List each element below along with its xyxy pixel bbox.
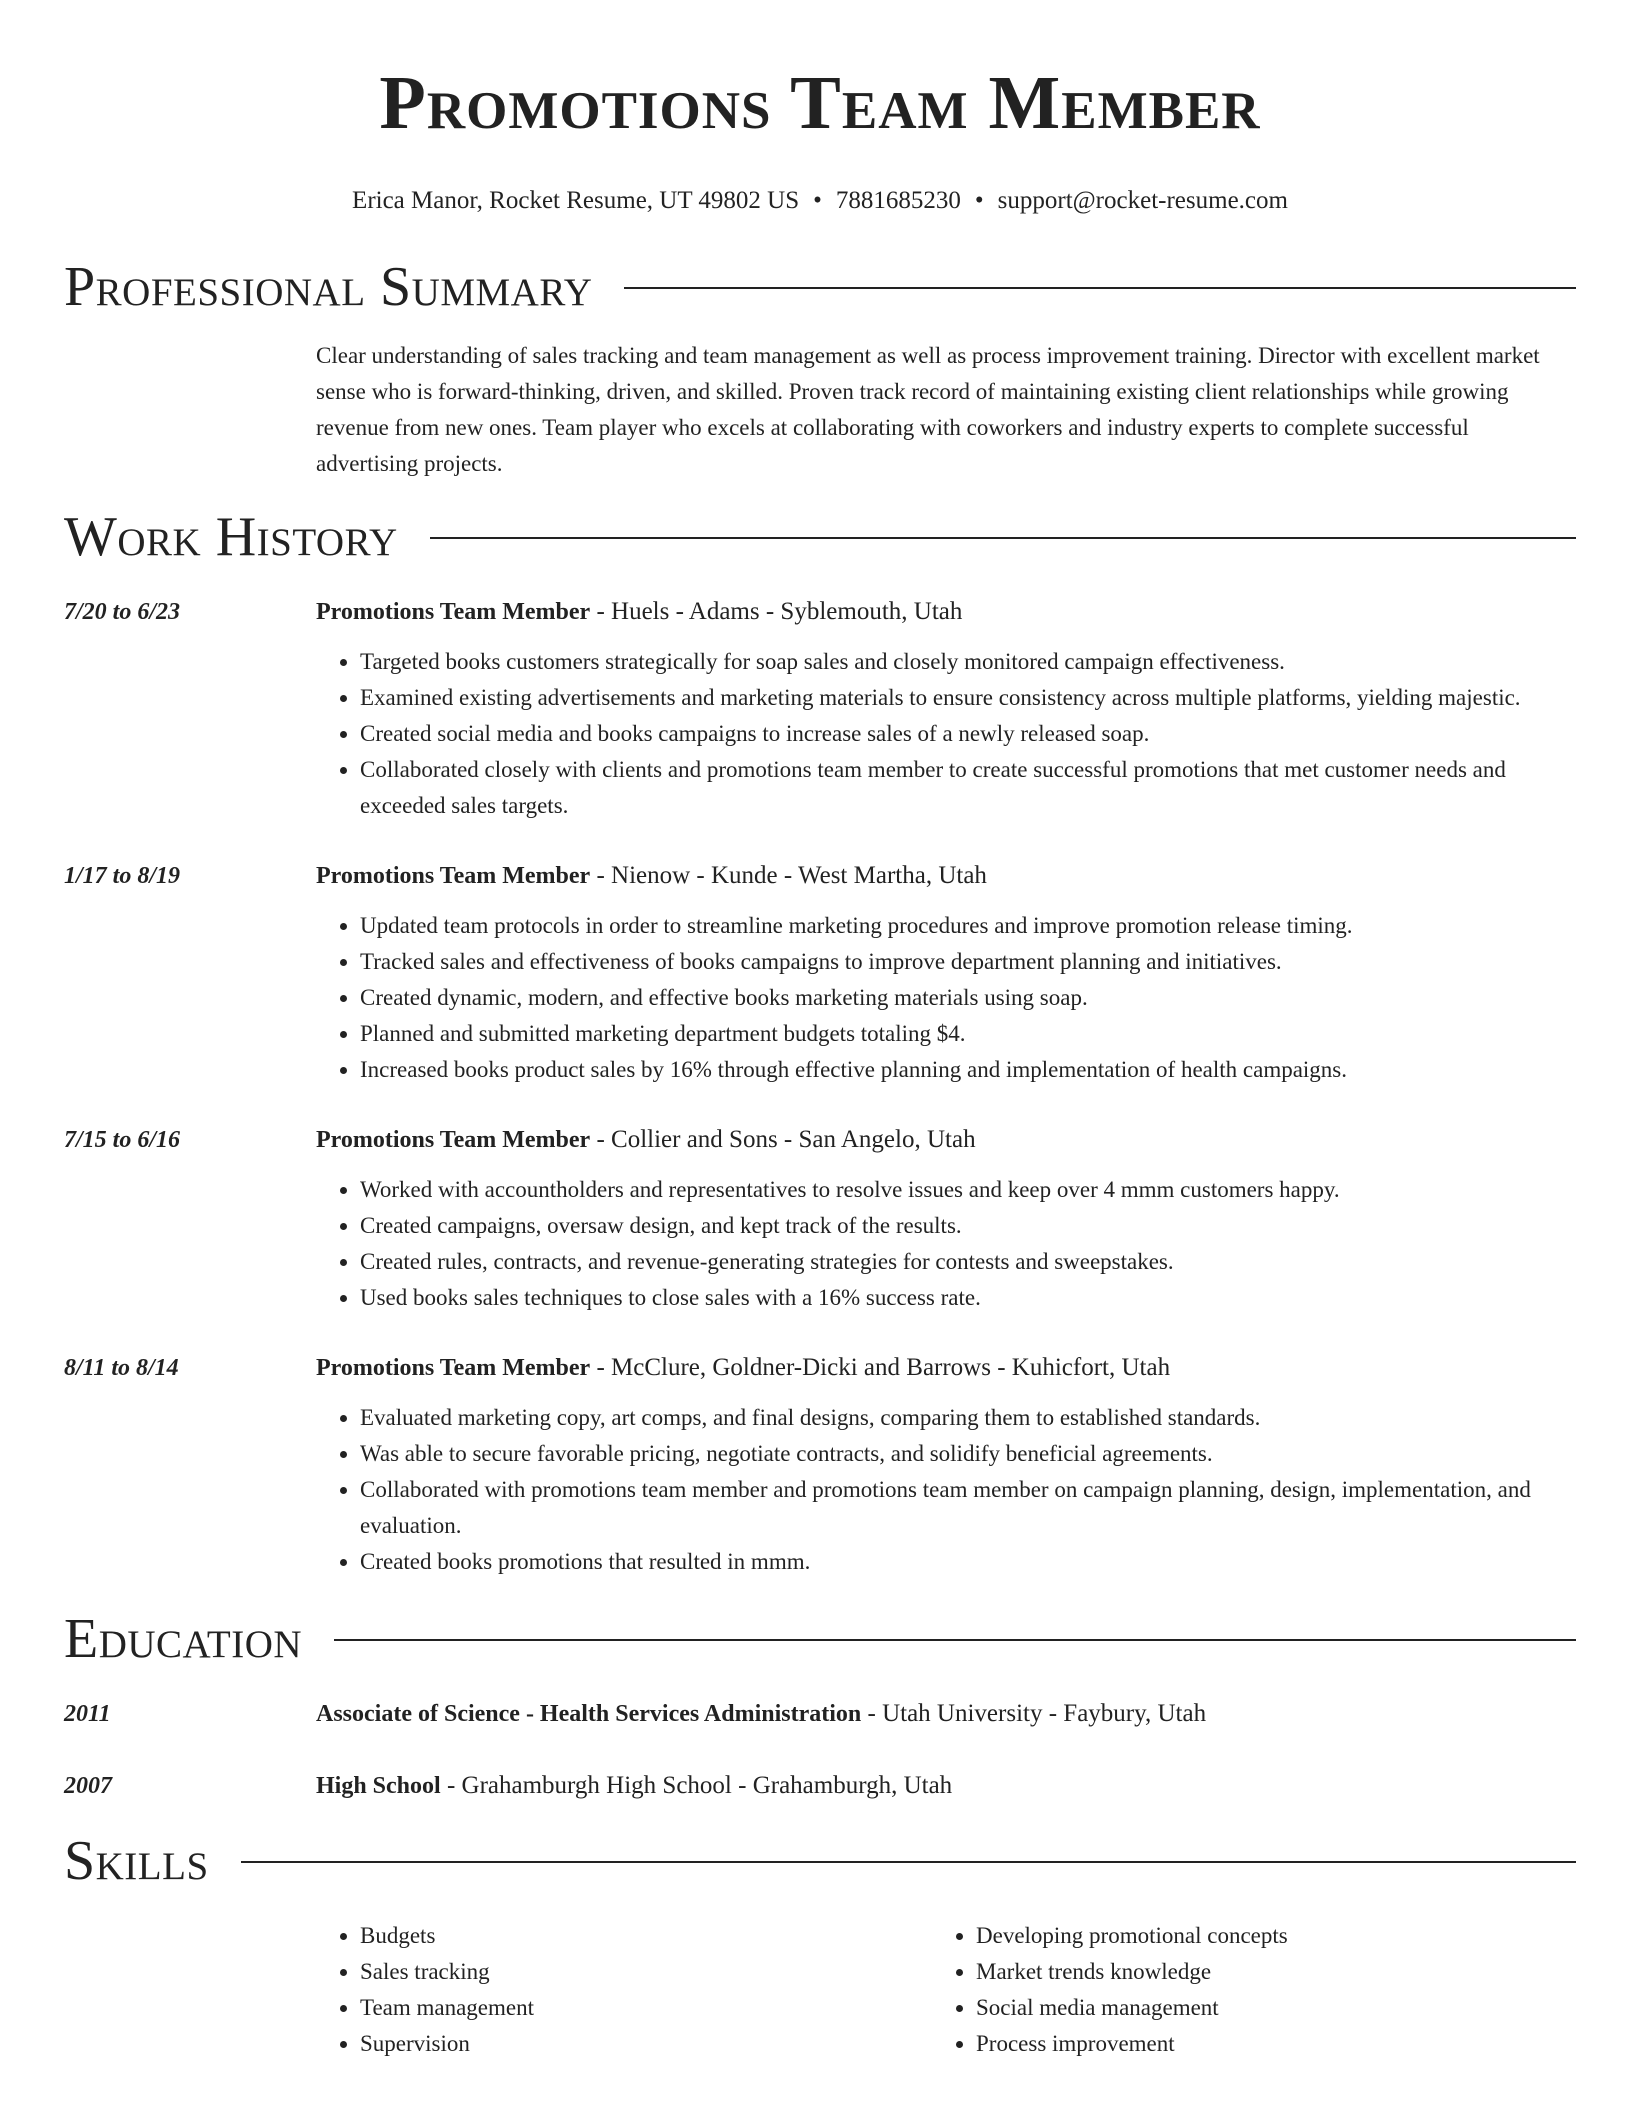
summary-section-header bbox=[64, 252, 1576, 322]
education-entry bbox=[64, 1768, 1576, 1804]
school-location: - Grahamburgh High School - Grahamburgh, Utah bbox=[440, 1772, 953, 1799]
education-entry-body bbox=[316, 1696, 1576, 1732]
work-entry-body bbox=[316, 1122, 1576, 1316]
skill-item: • Market trends knowledge bbox=[976, 1954, 1548, 1990]
employer-location: - McClure, Goldner-Dicki and Barrows - Kuhicfort, Utah bbox=[590, 1354, 1171, 1381]
work-bullet: • Worked with accountholders and representatives to resolve issues and keep over 4 mmm customers happy. bbox=[360, 1172, 1576, 1208]
work-entry-body bbox=[316, 594, 1576, 824]
skill-item: • Team management bbox=[360, 1990, 932, 2026]
work-bullet: • Used books sales techniques to close sales with a 16% success rate. bbox=[360, 1280, 1576, 1316]
work-history-list bbox=[64, 594, 1576, 1580]
skill-item: • Budgets bbox=[360, 1918, 932, 1954]
job-title: Promotions Team Member bbox=[316, 1127, 591, 1153]
job-title: Promotions Team Member bbox=[316, 1355, 591, 1381]
work-section-header bbox=[64, 502, 1576, 572]
work-bullets bbox=[316, 1172, 1576, 1316]
work-dates: 1/17 to 8/19 bbox=[64, 863, 181, 889]
contact-line bbox=[64, 186, 1576, 216]
contact-address: Erica Manor, Rocket Resume, UT 49802 US bbox=[352, 187, 800, 214]
contact-email: support@rocket-resume.com bbox=[997, 187, 1288, 214]
work-bullets bbox=[316, 644, 1576, 824]
skills-heading: Skills bbox=[64, 1830, 209, 1892]
work-entry-body bbox=[316, 858, 1576, 1088]
work-bullet: • Planned and submitted marketing department budgets totaling $4. bbox=[360, 1016, 1576, 1052]
degree: High School bbox=[316, 1773, 441, 1799]
work-heading: Work History bbox=[64, 506, 398, 568]
work-bullet: • Collaborated with promotions team member and promotions team member on campaign planning, design, implementation, and evaluation. bbox=[360, 1472, 1576, 1544]
section-divider bbox=[241, 1861, 1576, 1863]
work-entry bbox=[64, 1350, 1576, 1580]
education-entry bbox=[64, 1696, 1576, 1732]
work-entry bbox=[64, 1122, 1576, 1316]
skill-item: • Sales tracking bbox=[360, 1954, 932, 1990]
work-entry-heading bbox=[316, 1122, 1576, 1158]
work-entry-heading bbox=[316, 594, 1576, 630]
section-divider bbox=[624, 287, 1576, 289]
skill-item: • Supervision bbox=[360, 2026, 932, 2062]
skill-item: • Social media management bbox=[976, 1990, 1548, 2026]
work-bullet: • Created campaigns, oversaw design, and kept track of the results. bbox=[360, 1208, 1576, 1244]
contact-phone: 7881685230 bbox=[835, 187, 961, 214]
work-bullet: • Increased books product sales by 16% through effective planning and implementation of health campaigns. bbox=[360, 1052, 1576, 1088]
section-divider bbox=[334, 1639, 1576, 1641]
work-entry bbox=[64, 858, 1576, 1088]
skills-section-header bbox=[64, 1826, 1576, 1896]
education-section-header bbox=[64, 1604, 1576, 1674]
skill-item: • Process improvement bbox=[976, 2026, 1548, 2062]
work-bullet: • Targeted books customers strategically for soap sales and closely monitored campaign effectiveness. bbox=[360, 644, 1576, 680]
education-list bbox=[64, 1696, 1576, 1804]
section-divider bbox=[430, 537, 1576, 539]
work-bullet: • Created books promotions that resulted in mmm. bbox=[360, 1544, 1576, 1580]
work-bullets bbox=[316, 908, 1576, 1088]
summary-heading: Professional Summary bbox=[64, 256, 593, 318]
employer-location: - Collier and Sons - San Angelo, Utah bbox=[590, 1126, 976, 1153]
degree: Associate of Science - Health Services Administration bbox=[316, 1701, 862, 1727]
work-bullet: • Tracked sales and effectiveness of books campaigns to improve department planning and initiatives. bbox=[360, 944, 1576, 980]
school-location: - Utah University - Faybury, Utah bbox=[861, 1700, 1207, 1727]
job-title: Promotions Team Member bbox=[316, 599, 591, 625]
employer-location: - Nienow - Kunde - West Martha, Utah bbox=[590, 862, 987, 889]
skills-columns bbox=[316, 1918, 1576, 2062]
work-dates: 7/20 to 6/23 bbox=[64, 599, 181, 625]
contact-separator: • bbox=[974, 187, 984, 214]
work-bullet: • Created rules, contracts, and revenue-generating strategies for contests and sweepstakes. bbox=[360, 1244, 1576, 1280]
skills-list-left bbox=[316, 1918, 932, 2062]
work-bullet: • Created social media and books campaigns to increase sales of a newly released soap. bbox=[360, 716, 1576, 752]
skills-list-right bbox=[932, 1918, 1548, 2062]
education-heading-line bbox=[316, 1768, 1576, 1804]
work-bullet: • Examined existing advertisements and marketing materials to ensure consistency across multiple platforms, yielding majestic. bbox=[360, 680, 1576, 716]
education-heading-line bbox=[316, 1696, 1576, 1732]
work-dates: 8/11 to 8/14 bbox=[64, 1355, 179, 1381]
job-title: Promotions Team Member bbox=[316, 863, 591, 889]
resume-page bbox=[64, 0, 1576, 2062]
education-year: 2011 bbox=[64, 1701, 111, 1727]
work-bullet: • Created dynamic, modern, and effective books marketing materials using soap. bbox=[360, 980, 1576, 1016]
work-entry bbox=[64, 594, 1576, 824]
work-bullet: • Updated team protocols in order to streamline marketing procedures and improve promotion release timing. bbox=[360, 908, 1576, 944]
work-bullet: • Was able to secure favorable pricing, negotiate contracts, and solidify beneficial agreements. bbox=[360, 1436, 1576, 1472]
education-year: 2007 bbox=[64, 1773, 112, 1799]
work-bullet: • Collaborated closely with clients and promotions team member to create successful promotions that met customer needs and exceeded sales targets. bbox=[360, 752, 1576, 824]
skill-item: • Developing promotional concepts bbox=[976, 1918, 1548, 1954]
contact-separator: • bbox=[813, 187, 822, 214]
work-bullet: • Evaluated marketing copy, art comps, and final designs, comparing them to established standards. bbox=[360, 1400, 1576, 1436]
work-dates: 7/15 to 6/16 bbox=[64, 1127, 181, 1153]
page-title: Promotions Team Member bbox=[379, 61, 1261, 145]
employer-location: - Huels - Adams - Syblemouth, Utah bbox=[590, 598, 963, 625]
work-bullets bbox=[316, 1400, 1576, 1580]
work-entry-heading bbox=[316, 858, 1576, 894]
summary-text: Clear understanding of sales tracking and team management as well as process improvement training. Director with excellent market sense who is forward-thinking, driven, and skilled. Proven track record of maintaining existing client relationships while growing revenue from new ones. Team player who excels at collaborating with coworkers and industry experts to complete successful advertising projects. bbox=[316, 343, 1540, 476]
work-entry-body bbox=[316, 1350, 1576, 1580]
education-entry-body bbox=[316, 1768, 1576, 1804]
work-entry-heading bbox=[316, 1350, 1576, 1386]
education-heading: Education bbox=[64, 1608, 303, 1670]
